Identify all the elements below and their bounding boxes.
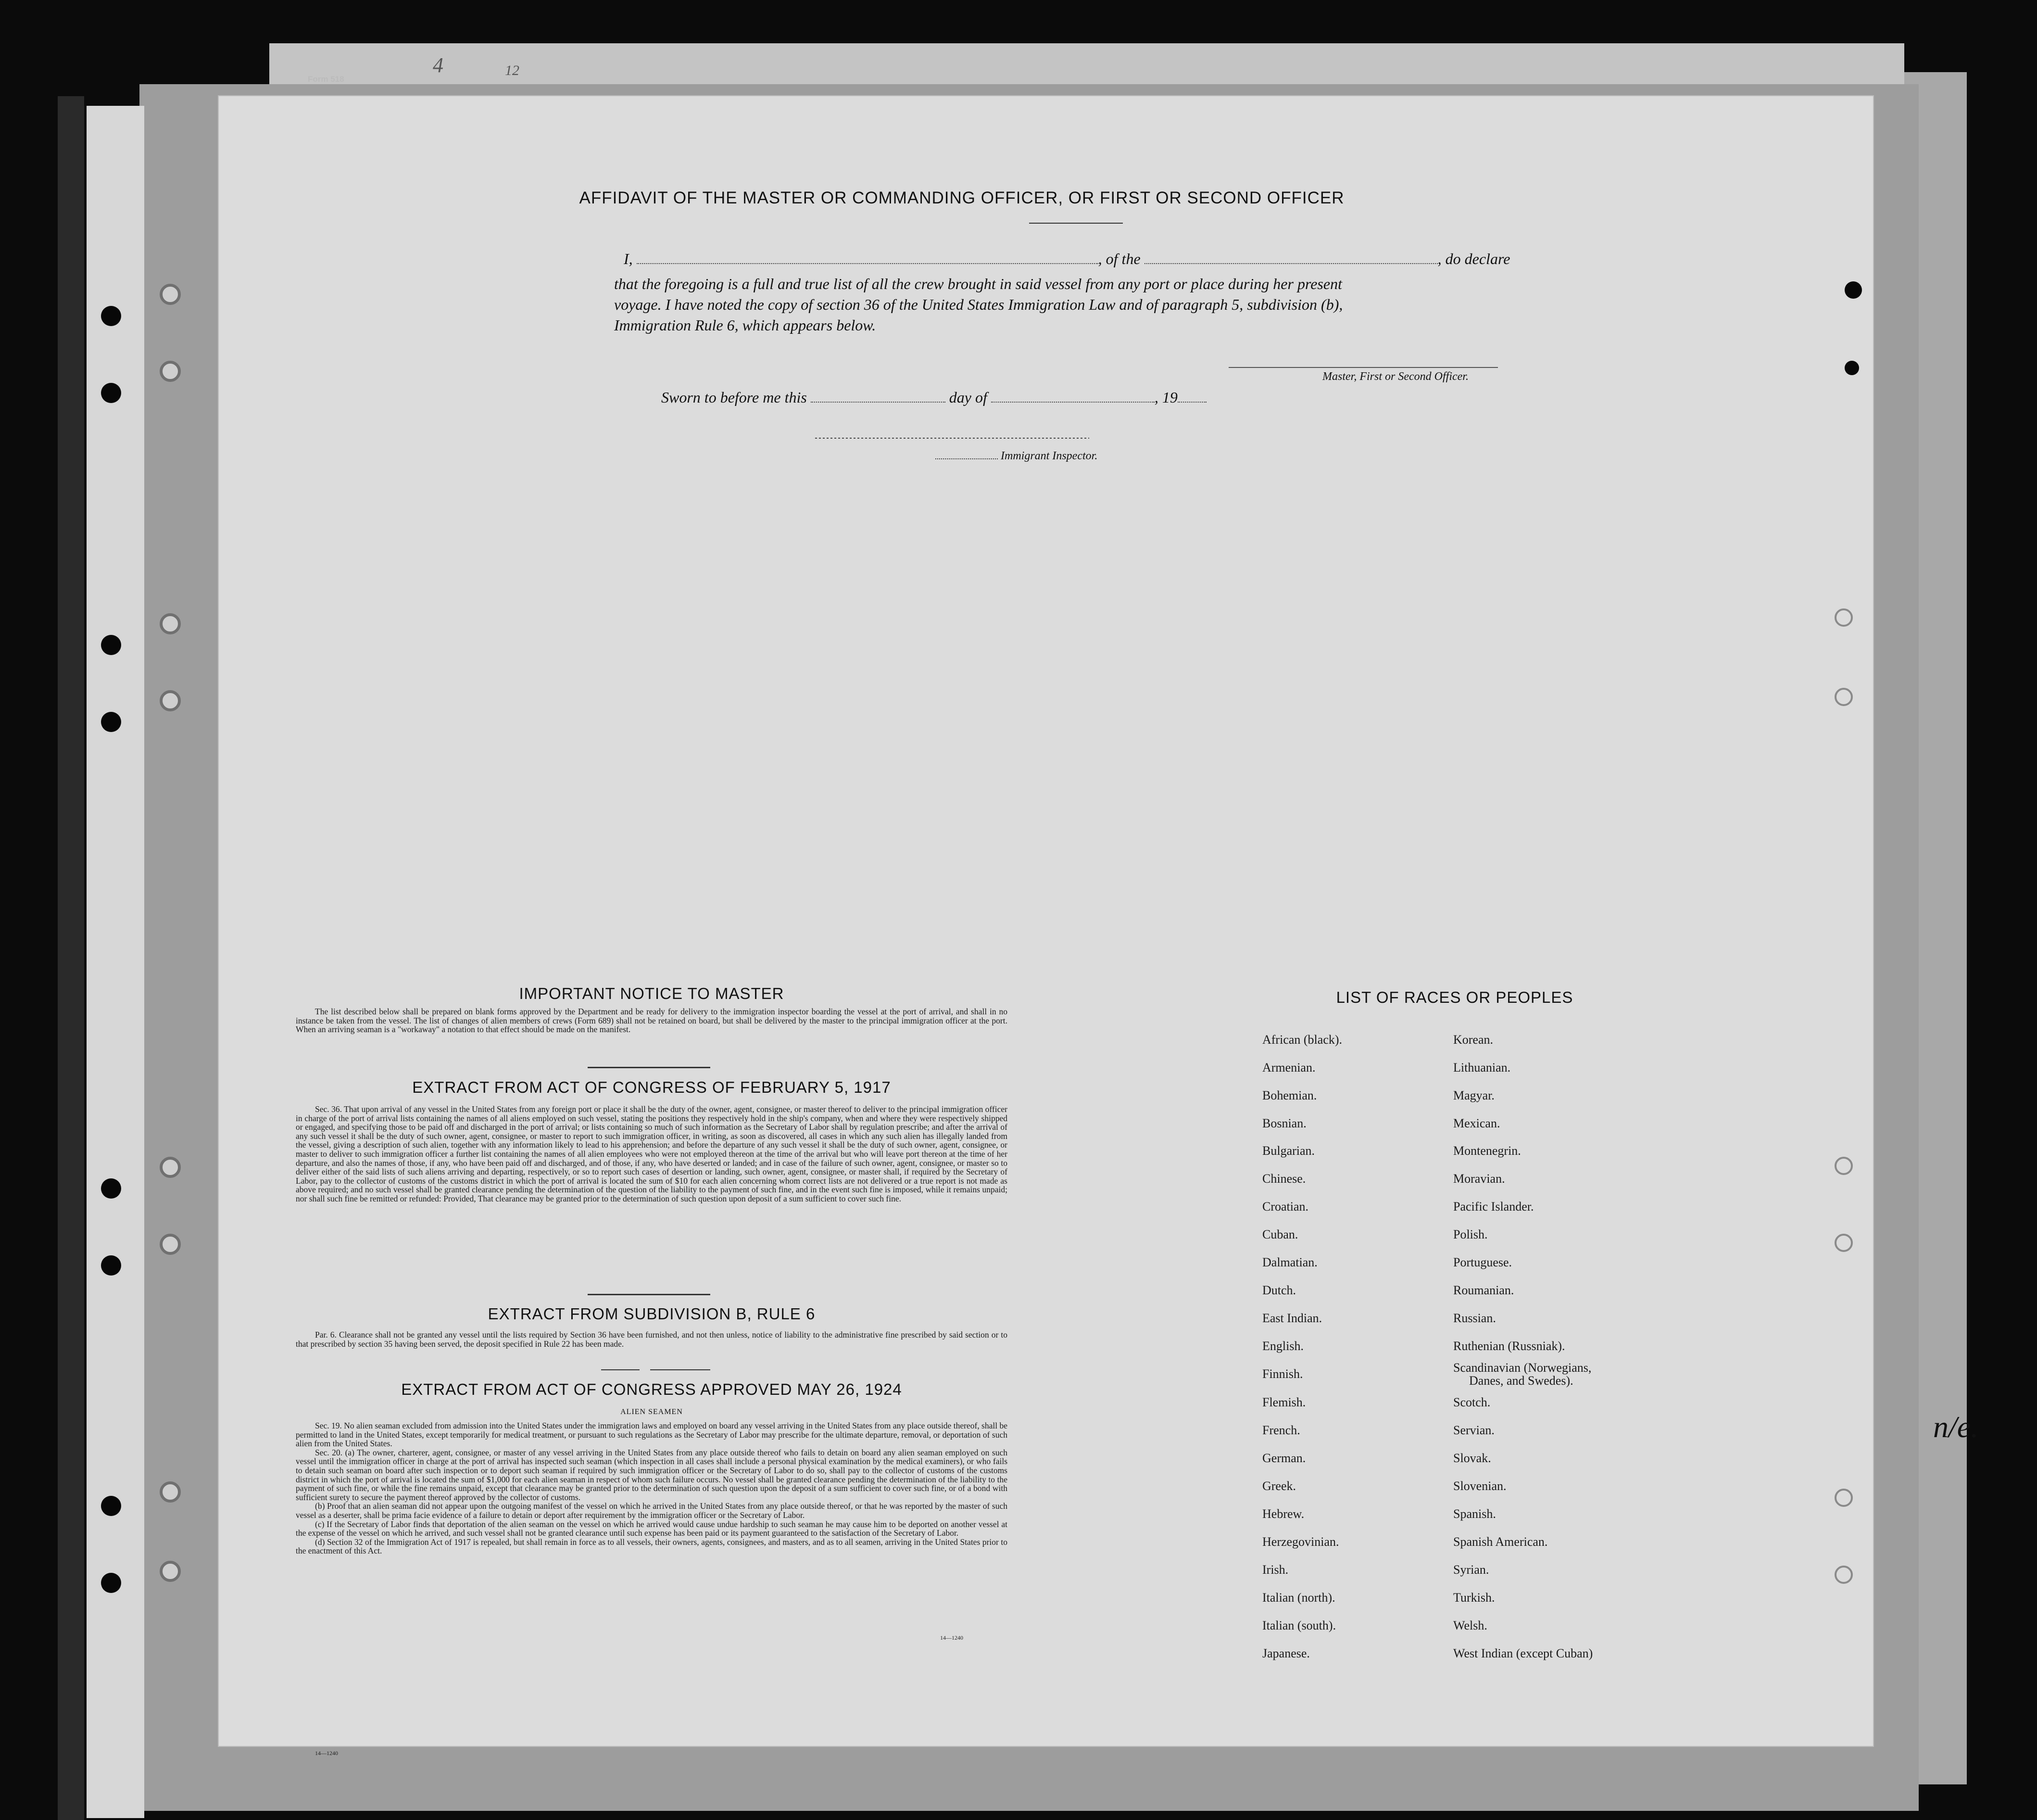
race-item: Montenegrin. — [1453, 1144, 1521, 1158]
race-item: Herzegovinian. — [1262, 1535, 1339, 1549]
race-item: Servian. — [1453, 1423, 1495, 1437]
race-item: Bohemian. — [1262, 1088, 1317, 1102]
left-paper-strip — [87, 106, 144, 1818]
race-item: Pacific Islander. — [1453, 1200, 1534, 1213]
rule-6-title: EXTRACT FROM SUBDIVISION B, RULE 6 — [488, 1305, 816, 1323]
sworn-month-field[interactable] — [991, 401, 1155, 403]
divider — [601, 1369, 640, 1370]
sworn-line — [661, 389, 1207, 406]
race-item: Scotch. — [1453, 1395, 1491, 1409]
grommet — [160, 284, 181, 305]
punch-hole — [101, 1178, 121, 1199]
race-item: Hebrew. — [1262, 1507, 1305, 1521]
race-item: Spanish. — [1453, 1507, 1496, 1521]
name-field[interactable] — [637, 262, 1098, 264]
race-item: East Indian. — [1262, 1311, 1322, 1325]
race-item: Spanish American. — [1453, 1535, 1548, 1549]
races-title: LIST OF RACES OR PEOPLES — [1336, 988, 1573, 1006]
punch-hole — [1845, 281, 1862, 299]
grommet — [1835, 1566, 1853, 1584]
grommet — [160, 1561, 181, 1582]
race-item: Chinese. — [1262, 1172, 1306, 1186]
signature-label: Master, First or Second Officer. — [1322, 370, 1469, 383]
race-item: Turkish. — [1453, 1591, 1495, 1605]
form-number: Form 518 — [308, 75, 344, 84]
signature-line[interactable] — [1229, 367, 1498, 368]
punch-hole — [101, 712, 121, 732]
race-item: French. — [1262, 1423, 1300, 1437]
race-item: Irish. — [1262, 1563, 1289, 1577]
declaration-line-2: that the foregoing is a full and true list of all the crew brought in said vessel from any port or place during her present — [614, 275, 1342, 292]
race-item: Greek. — [1262, 1479, 1296, 1493]
grommet — [160, 690, 181, 711]
race-item: Bosnian. — [1262, 1116, 1307, 1130]
race-item: Croatian. — [1262, 1200, 1309, 1213]
grommet — [160, 361, 181, 382]
punch-hole — [1845, 361, 1859, 375]
sec20b-text: (b) Proof that an alien seaman did not appear upon the outgoing manifest of the vessel on which he arrived in the United States from any place outside thereof, or that he was reported by the master of such vessel as a deserter, shall be prima facie evidence of a failure to detain or deport after requirement by the immigration officer or the Secretary of Labor. — [296, 1501, 1007, 1520]
race-item: Portuguese. — [1453, 1255, 1512, 1269]
sworn-year-field[interactable] — [1178, 401, 1207, 403]
race-item: Cuban. — [1262, 1227, 1298, 1241]
race-item: Mexican. — [1453, 1116, 1500, 1130]
extract-1924-text — [296, 1421, 1007, 1555]
grommet — [160, 1481, 181, 1503]
sec20c-text: (c) If the Secretary of Labor finds that deportation of the alien seaman on the vessel on which he arrived would cause undue hardship to such seaman he may cause him to be deported on another vessel at the expense of the vessel on which he arrived, and such vessel shall not be granted clearance until such expense has been paid or its payment guaranteed to the satisfaction of the Secretary of Labor. — [296, 1519, 1007, 1538]
grommet — [1835, 608, 1853, 627]
race-item: Korean. — [1453, 1033, 1494, 1047]
grommet — [1835, 1234, 1853, 1252]
grommet — [160, 1234, 181, 1255]
sec20a-text: Sec. 20. (a) The owner, charterer, agent, consignee, or master of any vessel arriving in the United States from any place outside thereof who fails to detain on board any alien seaman employed on such vessel until the immigration officer in charge at the port of arrival has inspected such seaman (which inspection in all cases shall include a personal physical examination by the medical examiners), or who fails to detain such seaman on board after such inspection or to deport such seaman if required by such immigration officer or the Secretary of Labor to do so, shall pay to the collector of customs of the customs district in which the port of arrival is located the sum of $1,000 for each alien seaman in respect of whom such failure occurs. No vessel shall be granted clearance pending the determination of the liability to the payment of such fine, or while the fine remains unpaid, except that clearance may be granted prior to the determination of such question upon the deposit of a sum sufficient to cover such fine, or of a bond with sufficient surety to secure the payment thereof approved by the collector of customs. — [296, 1447, 1007, 1502]
rule-6-text: Par. 6. Clearance shall not be granted any vessel until the lists required by Section 36 have been furnished, and not then unless, notice of liability to the administrative fine prescribed by said section or to that prescribed by section 35 having been served, the deposit specified in Rule 22 has been made. — [296, 1330, 1007, 1349]
bottom-code: 14—1240 — [315, 1750, 338, 1757]
inspector-block — [935, 450, 1097, 463]
race-item: Scandinavian (Norwegians, — [1453, 1361, 1592, 1375]
grommet — [1835, 1489, 1853, 1507]
declaration-line-3: voyage. I have noted the copy of section 36 of the United States Immigration Law and of paragraph 5, subdivision (b), — [614, 296, 1343, 313]
grommet — [1835, 688, 1853, 706]
inspector-dots — [935, 457, 998, 459]
race-item: Syrian. — [1453, 1563, 1489, 1577]
race-item: Polish. — [1453, 1227, 1488, 1241]
race-item: Dutch. — [1262, 1283, 1296, 1297]
sworn-text: Sworn to before me this — [661, 389, 807, 406]
race-item: Dalmatian. — [1262, 1255, 1318, 1269]
punch-hole — [101, 635, 121, 655]
inspector-label: Immigrant Inspector. — [1001, 450, 1098, 462]
punch-hole — [101, 1255, 121, 1276]
race-item: Finnish. — [1262, 1367, 1303, 1381]
grommet — [1835, 1157, 1853, 1175]
race-item: Slovak. — [1453, 1451, 1491, 1465]
race-item: Italian (north). — [1262, 1591, 1335, 1605]
race-item: African (black). — [1262, 1033, 1343, 1047]
punch-hole — [101, 1573, 121, 1593]
race-item: English. — [1262, 1339, 1304, 1353]
race-item: Moravian. — [1453, 1172, 1505, 1186]
grommet — [160, 613, 181, 634]
grommet — [160, 1157, 181, 1178]
race-item: Flemish. — [1262, 1395, 1306, 1409]
race-item: Roumanian. — [1453, 1283, 1514, 1297]
punch-hole — [101, 383, 121, 403]
notice-text: The list described below shall be prepared on blank forms approved by the Department and be ready for delivery to the immigration inspector boarding the vessel at the port of arrival, and shall in no instance be taken from the vessel. The list of changes of alien members of crews (Form 689) shall not be retained on board, but shall be delivered by the master to the principal immigration officer at the port. When an arriving seaman is a "workaway" a notation to that effect should be made on the manifest. — [296, 1007, 1007, 1035]
race-item: Danes, and Swedes). — [1469, 1374, 1573, 1388]
race-item: Lithuanian. — [1453, 1061, 1511, 1074]
decl-i: I, — [624, 250, 633, 267]
race-item: German. — [1262, 1451, 1306, 1465]
inspector-line[interactable] — [815, 438, 1089, 439]
sworn-year: , 19 — [1154, 389, 1178, 406]
race-item: Bulgarian. — [1262, 1144, 1315, 1158]
race-item: Ruthenian (Russniak). — [1453, 1339, 1565, 1353]
race-item: Italian (south). — [1262, 1618, 1336, 1632]
sec20d-text: (d) Section 32 of the Immigration Act of 1917 is repealed, but shall remain in force as to all vessels, their owners, agents, consignees, and masters, and as to all seamen, arriving in the United States prior to the enactment of this Act. — [296, 1537, 1007, 1556]
declaration-line-1 — [624, 250, 1537, 268]
extract-1924-title: EXTRACT FROM ACT OF CONGRESS APPROVED MAY 26, 1924 — [401, 1380, 902, 1398]
affidavit-title: AFFIDAVIT OF THE MASTER OR COMMANDING OFFICER, OR FIRST OR SECOND OFFICER — [579, 189, 1345, 207]
race-item: West Indian (except Cuban) — [1453, 1646, 1593, 1660]
alien-seamen-heading: ALIEN SEAMEN — [620, 1408, 683, 1416]
left-dark-strip — [58, 96, 84, 1820]
declaration-line-4: Immigration Rule 6, which appears below. — [614, 316, 876, 334]
vessel-field[interactable] — [1144, 262, 1438, 264]
divider — [588, 1294, 710, 1295]
title-rule — [1029, 223, 1123, 224]
punch-hole — [101, 1496, 121, 1516]
sworn-day-field[interactable] — [811, 401, 945, 403]
margin-mark-1: 4 — [433, 53, 443, 77]
edge-mark: n/e. — [1933, 1410, 1979, 1444]
margin-mark-2: 12 — [505, 63, 519, 78]
print-code: 14—1240 — [940, 1634, 963, 1641]
decl-of-the: , of the — [1098, 250, 1141, 267]
race-item: Magyar. — [1453, 1088, 1495, 1102]
race-item: Russian. — [1453, 1311, 1496, 1325]
extract-1917-text: Sec. 36. That upon arrival of any vessel in the United States from any foreign port or place it shall be the duty of the owner, agent, consignee, or master thereof to deliver to the principal immigration officer in charge of the port of arrival lists containing the names of all aliens employed on such vessel, stating the positions they respectively hold in the ship's company, when and where they were respectively shipped or engaged, and specifying those to be paid off and discharged in the port of arrival; or lists containing so much of such information as the Secretary of Labor shall by regulation prescribe; and after the arrival of any such vessel it shall be the duty of such owner, agent, consignee, or master to report to such immigration officer, in writing, as soon as discovered, all cases in which any such alien has illegally landed from the vessel, giving a description of such alien, together with any information likely to lead to his apprehension; and before the departure of any such vessel it shall be the duty of such owner, agent, consignee, or master to deliver to such immigration officer a further list containing the names of all alien employees who were not employed thereon at the time of the arrival but who will leave port thereon at the time of her departure, and also the names of those, if any, who have been paid off and discharged, and of those, if any, who have deserted or landed; and in case of the failure of such owner, agent, consignee, or master so to deliver either of the said lists of such aliens arriving and departing, respectively, or so to report such cases of desertion or landing, such owner, agent, consignee, or master shall, if required by the Secretary of Labor, pay to the collector of customs of the customs district in which the port of arrival is located the sum of $10 for each alien concerning whom correct lists are not delivered or a true report is not made as above required; and no such vessel shall be granted clearance pending the determination of the question of the liability to the payment of such fine, and in the event such fine is imposed, while it remains unpaid; nor shall such fine be remitted or refunded: Provided, That clearance may be granted prior to the determination of such question upon deposit of a sum sufficient to cover such fine. — [296, 1104, 1007, 1203]
extract-1917-title: EXTRACT FROM ACT OF CONGRESS OF FEBRUARY 5, 1917 — [412, 1078, 891, 1096]
race-item: Armenian. — [1262, 1061, 1316, 1074]
divider — [588, 1067, 710, 1068]
race-item: Welsh. — [1453, 1618, 1487, 1632]
race-item: Slovenian. — [1453, 1479, 1507, 1493]
notice-title: IMPORTANT NOTICE TO MASTER — [519, 985, 784, 1002]
race-item: Japanese. — [1262, 1646, 1310, 1660]
punch-hole — [101, 306, 121, 326]
sworn-day-of: day of — [949, 389, 987, 406]
decl-declare: , do declare — [1437, 250, 1510, 267]
sec19-text: Sec. 19. No alien seaman excluded from admission into the United States under the immigration laws and employed on board any vessel arriving in the United States from any place outside thereof, shall be permitted to land in the United States, except temporarily for medical treatment, or pursuant to such regulations as the Secretary of Labor may prescribe for the ultimate departure, removal, or deportation of such alien from the United States. — [296, 1421, 1007, 1449]
divider — [650, 1369, 710, 1370]
